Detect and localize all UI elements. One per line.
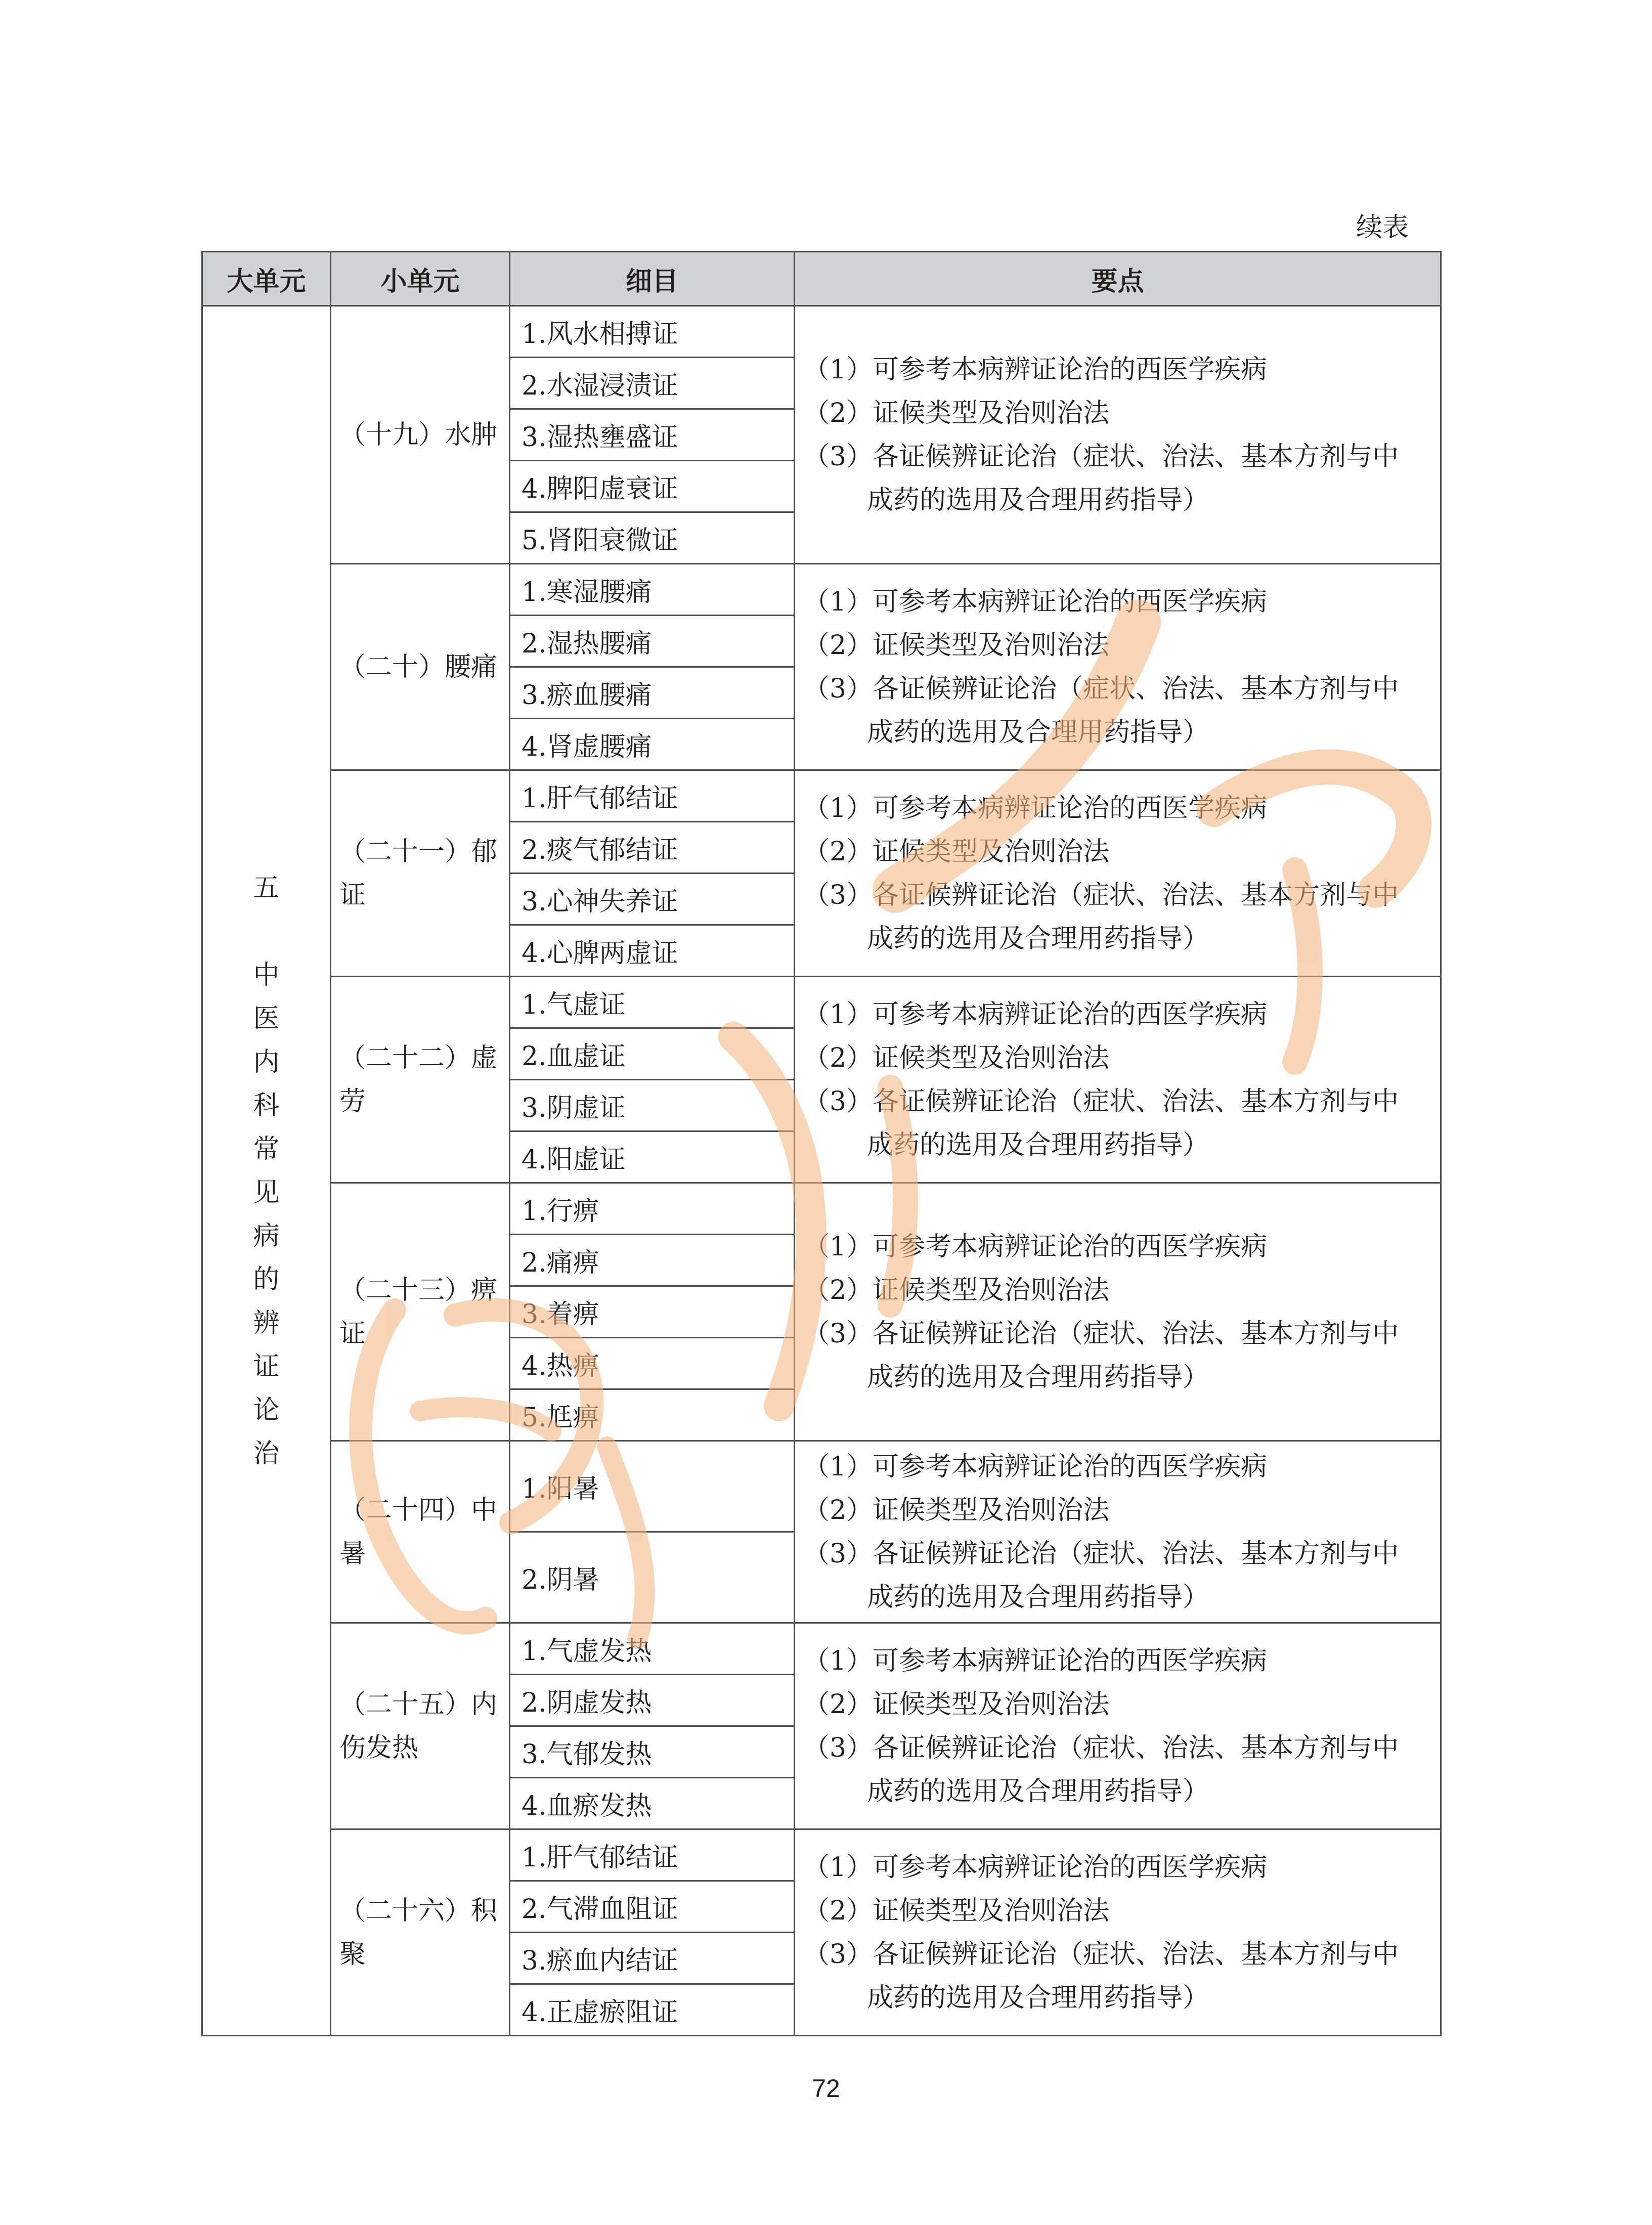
syllabus-table xyxy=(201,251,1442,2036)
key-point-line: （2）证候类型及治则治法 xyxy=(803,1495,1110,1525)
item-cell: 4.心脾两虚证 xyxy=(510,925,795,977)
key-points-cell xyxy=(795,1183,1441,1441)
item-cell: 1.肝气郁结证 xyxy=(510,1829,795,1881)
item-cell: 5.肾阳衰微证 xyxy=(510,512,795,564)
continued-label: 续表 xyxy=(1356,212,1409,243)
item-cell: 3.瘀血内结证 xyxy=(510,1933,795,1984)
item-cell: 1.风水相搏证 xyxy=(510,306,795,358)
key-point-line: （2）证候类型及治则治法 xyxy=(803,1895,1110,1926)
key-point-line: （3）各证候辨证论治（症状、治法、基本方剂与中 xyxy=(803,1538,1399,1569)
item-cell: 1.行痹 xyxy=(510,1183,795,1235)
key-point-line: （1）可参考本病辨证论治的西医学疾病 xyxy=(803,1645,1268,1676)
item-cell: 1.气虚证 xyxy=(510,977,795,1028)
sub-unit-cell: （二十五）内伤发热 xyxy=(331,1623,510,1829)
item-cell: 4.脾阳虚衰证 xyxy=(510,461,795,512)
key-point-line: （1）可参考本病辨证论治的西医学疾病 xyxy=(803,354,1268,385)
key-point-line: （3）各证候辨证论治（症状、治法、基本方剂与中 xyxy=(803,880,1399,910)
key-point-line: （2）证候类型及治则治法 xyxy=(803,1275,1110,1305)
key-point-line: （1）可参考本病辨证论治的西医学疾病 xyxy=(803,793,1268,823)
key-point-line: （1）可参考本病辨证论治的西医学疾病 xyxy=(803,1231,1268,1262)
sub-unit-cell: （十九）水肿 xyxy=(331,306,510,564)
item-cell: 1.气虚发热 xyxy=(510,1623,795,1675)
item-cell: 2.痛痹 xyxy=(510,1235,795,1286)
key-point-line: （3）各证候辨证论治（症状、治法、基本方剂与中 xyxy=(803,1086,1399,1117)
key-points-cell xyxy=(795,1441,1441,1623)
item-cell: 1.肝气郁结证 xyxy=(510,770,795,822)
big-unit-number: 五 xyxy=(253,872,280,903)
sub-unit-cell: （二十四）中暑 xyxy=(331,1441,510,1623)
item-cell: 2.水湿浸渍证 xyxy=(510,358,795,409)
key-point-line: 成药的选用及合理用药指导） xyxy=(867,1129,1209,1160)
key-point-line: （1）可参考本病辨证论治的西医学疾病 xyxy=(803,999,1268,1030)
big-unit-cell xyxy=(202,306,331,2036)
key-point-line: （2）证候类型及治则治法 xyxy=(803,630,1110,661)
sub-unit-cell: （二十三）痹证 xyxy=(331,1183,510,1441)
item-cell: 2.湿热腰痛 xyxy=(510,616,795,667)
key-point-line: （2）证候类型及治则治法 xyxy=(803,836,1110,867)
key-point-line: 成药的选用及合理用药指导） xyxy=(867,923,1209,954)
key-point-line: （3）各证候辨证论治（症状、治法、基本方剂与中 xyxy=(803,1318,1399,1349)
key-point-line: （1）可参考本病辨证论治的西医学疾病 xyxy=(803,1852,1268,1883)
item-cell: 4.热痹 xyxy=(510,1338,795,1389)
sub-unit-cell: （二十六）积聚 xyxy=(331,1829,510,2036)
item-cell: 4.阳虚证 xyxy=(510,1131,795,1183)
table-row xyxy=(202,770,1441,822)
table-row xyxy=(202,564,1441,616)
key-point-line: （2）证候类型及治则治法 xyxy=(803,398,1110,428)
table-row xyxy=(202,306,1441,358)
key-points-cell xyxy=(795,1829,1441,2036)
header-big-unit: 大单元 xyxy=(202,252,331,306)
key-point-line: （2）证候类型及治则治法 xyxy=(803,1689,1110,1720)
item-cell: 5.尪痹 xyxy=(510,1389,795,1441)
key-point-line: （1）可参考本病辨证论治的西医学疾病 xyxy=(803,586,1268,617)
table-header-row xyxy=(202,252,1441,306)
table-row xyxy=(202,1441,1441,1532)
item-cell: 4.血瘀发热 xyxy=(510,1778,795,1829)
key-point-line: （3）各证候辨证论治（症状、治法、基本方剂与中 xyxy=(803,1732,1399,1763)
key-point-line: （3）各证候辨证论治（症状、治法、基本方剂与中 xyxy=(803,441,1399,472)
key-point-line: 成药的选用及合理用药指导） xyxy=(867,1982,1209,2013)
table-row xyxy=(202,1183,1441,1235)
table-row xyxy=(202,1829,1441,1881)
item-cell: 3.心神失养证 xyxy=(510,874,795,925)
sub-unit-cell: （二十二）虚劳 xyxy=(331,977,510,1183)
page-number: 72 xyxy=(812,2074,840,2103)
item-cell: 4.正虚瘀阻证 xyxy=(510,1984,795,2036)
key-points-cell xyxy=(795,564,1441,770)
key-point-line: 成药的选用及合理用药指导） xyxy=(867,1776,1209,1807)
item-cell: 2.血虚证 xyxy=(510,1028,795,1080)
item-cell: 3.瘀血腰痛 xyxy=(510,667,795,719)
header-key-points: 要点 xyxy=(795,252,1441,306)
item-cell: 1.寒湿腰痛 xyxy=(510,564,795,616)
item-cell: 3.气郁发热 xyxy=(510,1726,795,1778)
item-cell: 3.着痹 xyxy=(510,1286,795,1338)
item-cell: 2.气滞血阻证 xyxy=(510,1881,795,1933)
key-points-cell xyxy=(795,770,1441,977)
key-point-line: （3）各证候辨证论治（症状、治法、基本方剂与中 xyxy=(803,673,1399,704)
item-cell: 3.湿热壅盛证 xyxy=(510,409,795,461)
sub-unit-cell: （二十）腰痛 xyxy=(331,564,510,770)
item-cell: 4.肾虚腰痛 xyxy=(510,719,795,770)
item-cell: 2.阴暑 xyxy=(510,1532,795,1623)
key-point-line: （3）各证候辨证论治（症状、治法、基本方剂与中 xyxy=(803,1939,1399,1970)
key-points-cell xyxy=(795,977,1441,1183)
header-item: 细目 xyxy=(510,252,795,306)
key-point-line: 成药的选用及合理用药指导） xyxy=(867,1362,1209,1392)
table-body xyxy=(202,306,1441,2036)
table-row xyxy=(202,977,1441,1028)
key-point-line: 成药的选用及合理用药指导） xyxy=(867,1582,1209,1612)
key-point-line: 成药的选用及合理用药指导） xyxy=(867,717,1209,748)
item-cell: 1.阳暑 xyxy=(510,1441,795,1532)
sub-unit-cell: （二十一）郁证 xyxy=(331,770,510,977)
table-row xyxy=(202,1623,1441,1675)
key-point-line: 成药的选用及合理用药指导） xyxy=(867,485,1209,515)
key-points-cell xyxy=(795,306,1441,564)
item-cell: 2.阴虚发热 xyxy=(510,1675,795,1726)
item-cell: 2.痰气郁结证 xyxy=(510,822,795,874)
item-cell: 3.阴虚证 xyxy=(510,1080,795,1131)
big-unit-title: 中医内科常见病的辨证论治 xyxy=(253,959,280,1469)
key-point-line: （2）证候类型及治则治法 xyxy=(803,1042,1110,1073)
header-sub-unit: 小单元 xyxy=(331,252,510,306)
key-points-cell xyxy=(795,1623,1441,1829)
key-point-line: （1）可参考本病辨证论治的西医学疾病 xyxy=(803,1451,1268,1482)
